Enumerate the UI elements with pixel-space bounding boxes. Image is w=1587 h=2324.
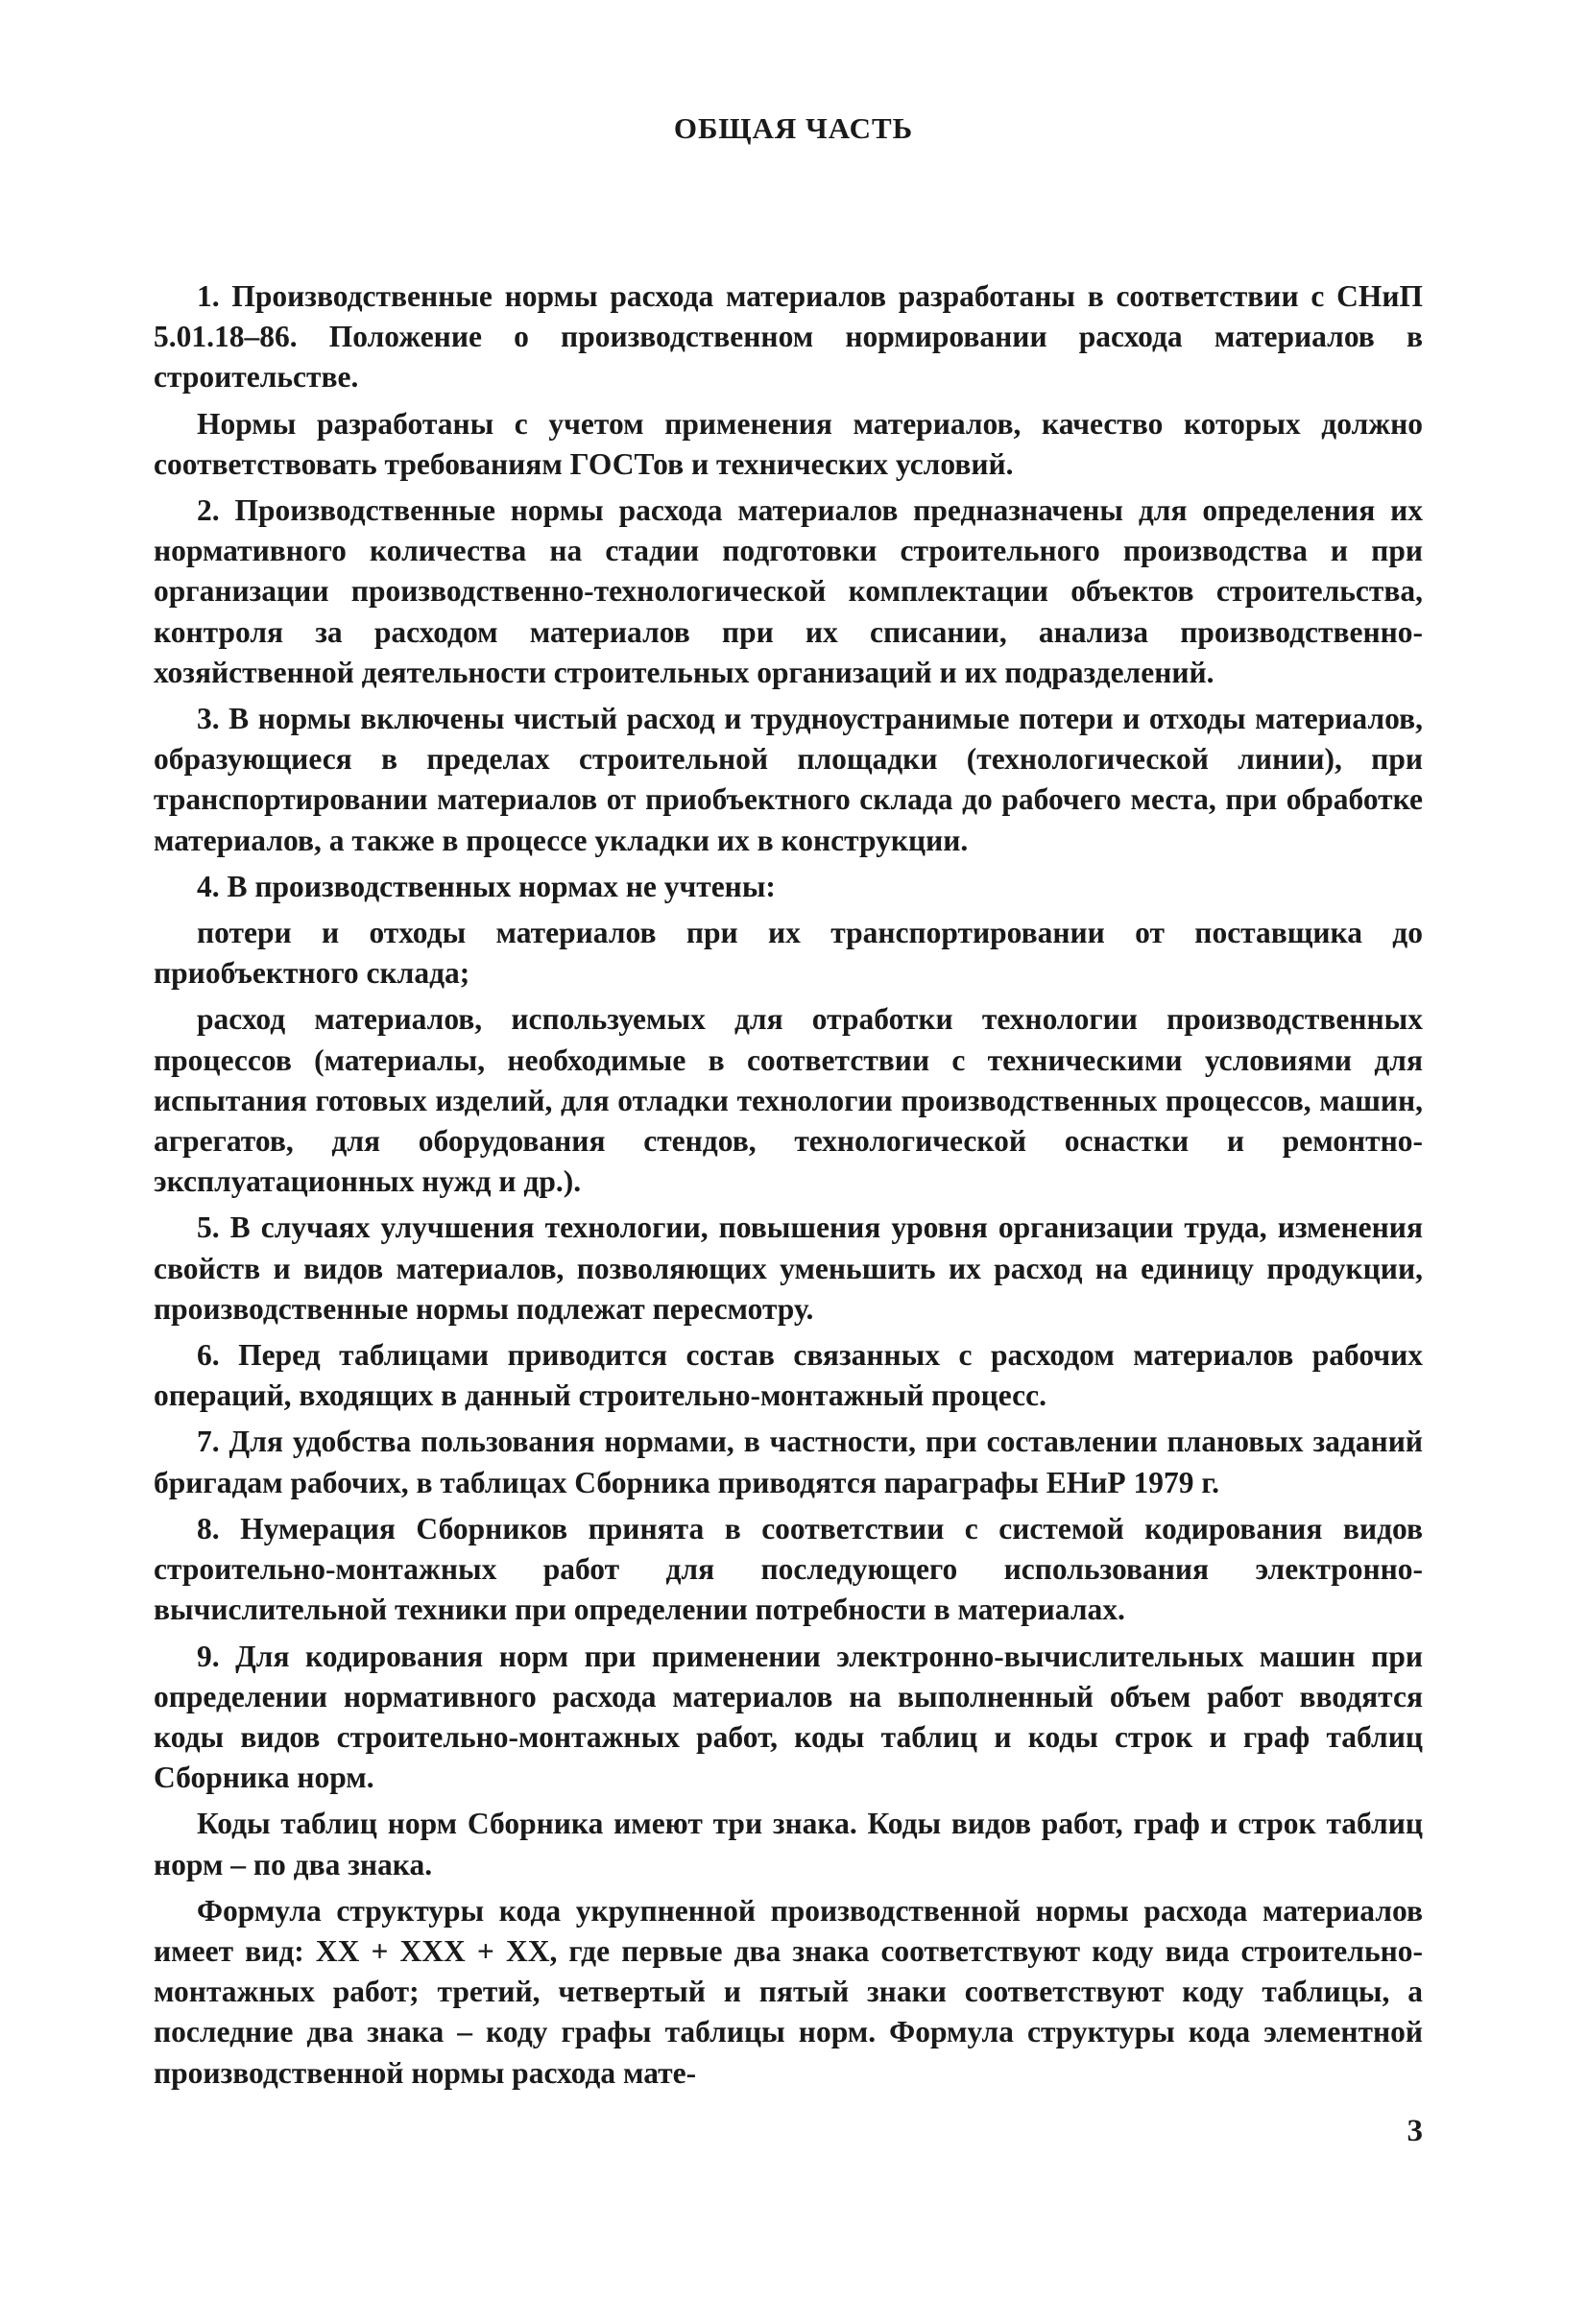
paragraph-1: 1. Производственные нормы расхода материалов разработаны в соответствии с СНиП 5.01.18–86. Положение о производственном нормировании расхода материалов в строительстве. — [154, 279, 1423, 395]
paragraph-3: 3. В нормы включены чистый расход и трудноустранимые потери и отходы материалов, образующиеся в пределах строительной площадки (технологической линии), при транспортировании материалов от приобъектного склада до рабочего места, при обработке материалов, а также в процессе укладки их в конструкции. — [154, 702, 1423, 857]
paragraph-8: 8. Нумерация Сборников принята в соответствии с системой кодирования видов строительно-монтажных работ для последующего использования электронно-вычислительной техники при определении потребности в материалах. — [154, 1511, 1423, 1627]
paragraph-5: 5. В случаях улучшения технологии, повышения уровня организации труда, изменения свойств и видов материалов, позволяющих уменьшить их расход на единицу продукции, производственные нормы подлежат пересмотру. — [154, 1210, 1423, 1326]
paragraph-2: 2. Производственные нормы расхода материалов предназначены для определения их нормативного количества на стадии подготовки строительного производства и при организации производственно-технологической комплектации объектов строительства, контроля за расходом материалов при их списании, анализа производственно-хозяйственной деятельности строительных организаций и их подразделений. — [154, 493, 1423, 689]
paragraph-7: 7. Для удобства пользования нормами, в частности, при составлении плановых заданий бригадам рабочих, в таблицах Сборника приводятся параграфы ЕНиР 1979 г. — [154, 1425, 1423, 1499]
paragraph-9: 9. Для кодирования норм при применении электронно-вычислительных машин при определении нормативного расхода материалов на выполненный объем работ вводятся коды видов строительно-монтажных работ, коды таблиц и коды строк и граф таблиц Сборника норм. — [154, 1639, 1423, 1795]
paragraph-4-item-1: потери и отходы материалов при их транспортировании от поставщика до приобъектного склада; — [154, 916, 1423, 991]
paragraph-4: 4. В производственных нормах не учтены: — [197, 869, 776, 903]
page-title: ОБЩАЯ ЧАСТЬ — [673, 111, 914, 145]
document-body — [154, 276, 1423, 2099]
paragraph-4-item-2: расход материалов, используемых для отработки технологии производственных процессов (материалы, необходимые в соответствии с техническими условиями для испытания готовых изделий, для отладки технологии производственных процессов, машин, агрегатов, для оборудования стендов, технологической оснастки и ремонтно-эксплуатационных нужд и др.). — [154, 1002, 1423, 1199]
paragraph-1-note: Нормы разработаны с учетом применения материалов, качество которых должно соответствовать требованиям ГОСТов и технических условий. — [154, 406, 1423, 481]
paragraph-9-formula: Формула структуры кода укрупненной производственной нормы расхода материалов имеет вид: XX + XXX + XX, где первые два знака соответствуют коду вида строительно-монтажных работ; третий, четвертый и пятый знаки соответствуют коду таблицы, а последние два знака – коду графы таблицы норм. Формула структуры кода элементной производственной нормы расхода мате- — [154, 1893, 1423, 2090]
page-number: 3 — [1407, 2114, 1423, 2148]
paragraph-9-codes: Коды таблиц норм Сборника имеют три знака. Коды видов работ, граф и строк таблиц норм – по два знака. — [154, 1807, 1423, 1881]
paragraph-6: 6. Перед таблицами приводится состав связанных с расходом материалов рабочих операций, входящих в данный строительно-монтажный процесс. — [154, 1338, 1423, 1413]
